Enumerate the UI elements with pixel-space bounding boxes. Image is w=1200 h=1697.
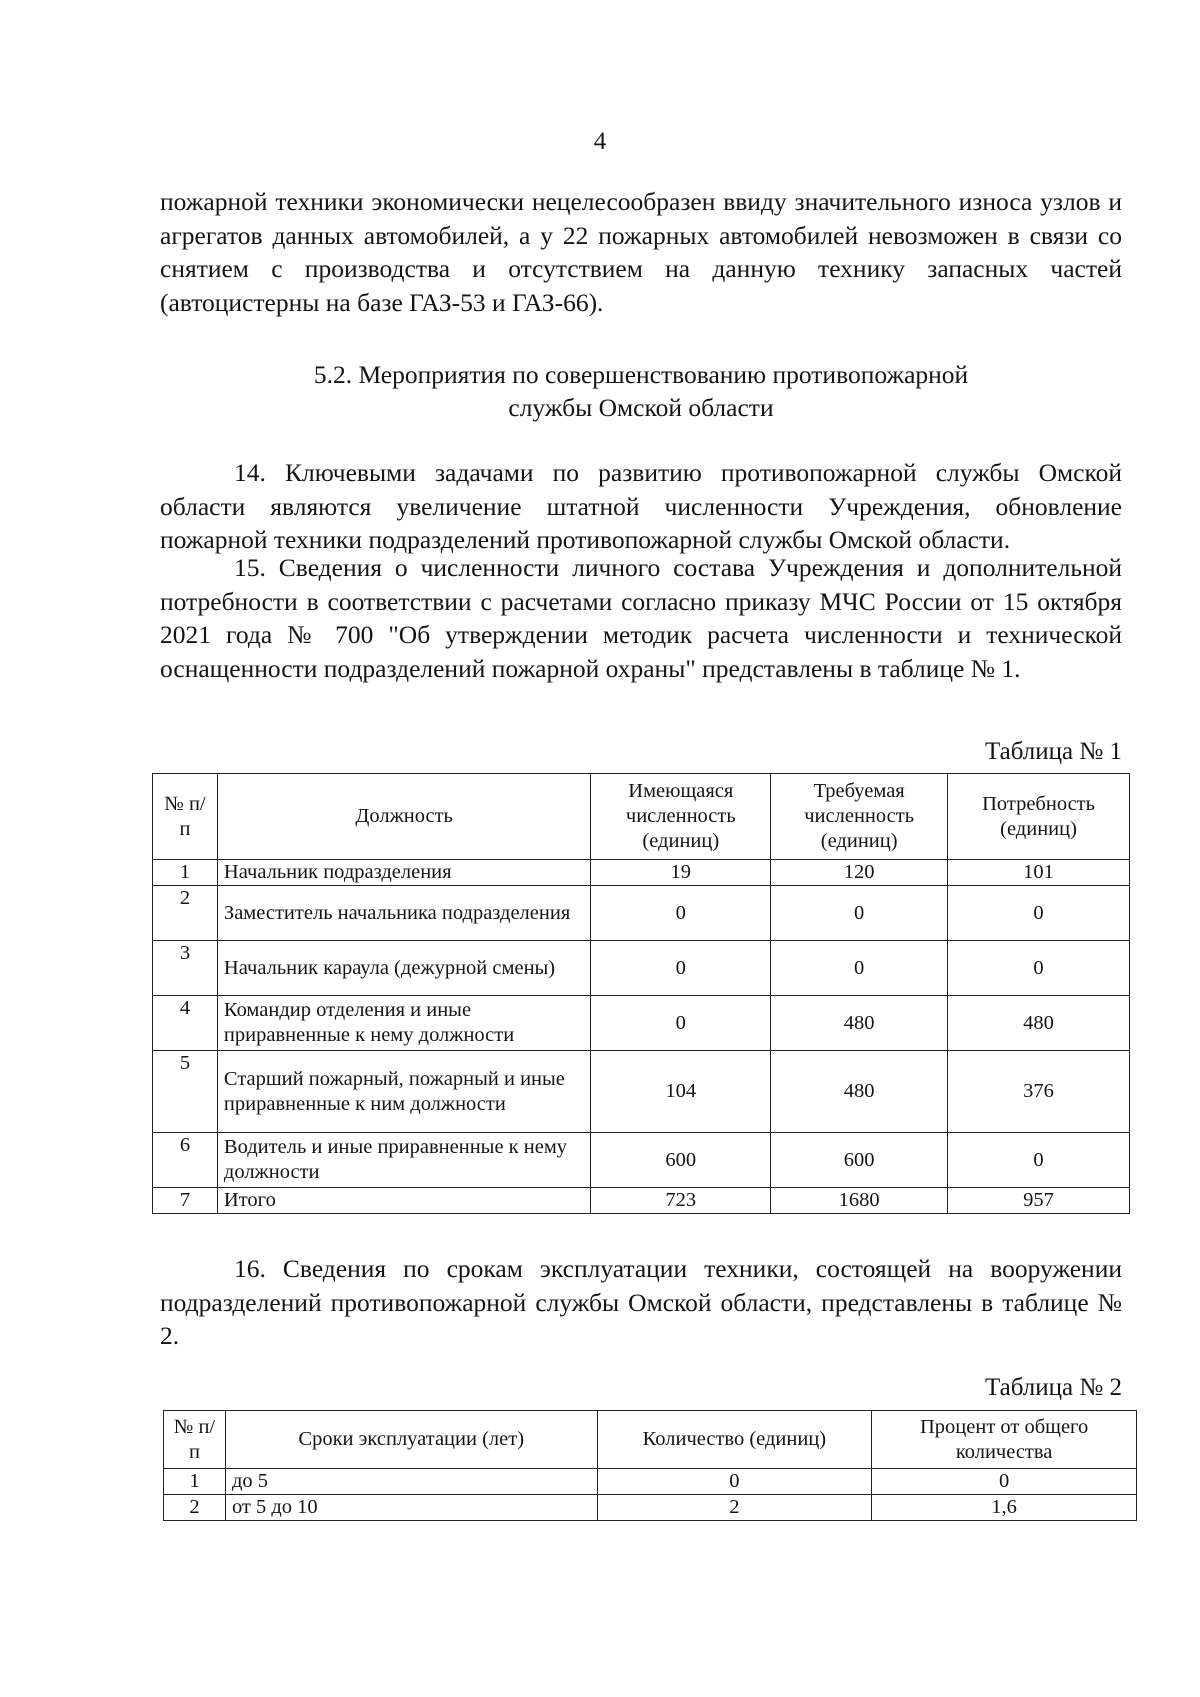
table-row — [153, 860, 1130, 886]
row-quantity: 0 — [597, 1469, 872, 1495]
row-position: Заместитель начальника подразделения — [217, 886, 590, 941]
row-need: 101 — [948, 860, 1130, 886]
row-percent: 0 — [872, 1469, 1137, 1495]
table-row — [164, 1495, 1137, 1521]
table-1-caption: Таблица № 1 — [984, 738, 1122, 765]
intro-paragraph: пожарной техники экономически нецелесообразен ввиду значительного износа узлов и агрегатов данных автомобилей, а у 22 пожарных автомобилей невозможен в связи со снятием с производства и отсутствием на данную технику запасных частей (автоцистерны на базе ГАЗ-53 и ГАЗ-66). — [160, 187, 1122, 317]
table-2-header-percent: Процент от общего количества — [872, 1411, 1137, 1469]
row-required: 0 — [771, 886, 948, 941]
row-position: Старший пожарный, пожарный и иные приравненные к ним должности — [217, 1051, 590, 1133]
section-heading — [160, 358, 1122, 424]
row-need: 376 — [948, 1051, 1130, 1133]
row-num: 3 — [153, 941, 218, 996]
table-2-header-num: № п/п — [164, 1411, 226, 1469]
page-number: 4 — [593, 128, 607, 155]
paragraph-15: 15. Сведения о численности личного состава Учреждения и дополнительной потребности в соответствии с расчетами согласно приказу МЧС России от 15 октября 2021 года № 700 "Об утверждении методик расчета численности и технической оснащенности подразделений пожарной охраны" представлены в таблице № 1. — [160, 553, 1122, 683]
row-required: 480 — [771, 1051, 948, 1133]
row-required: 0 — [771, 941, 948, 996]
table-row-total — [153, 1188, 1130, 1214]
row-position: Командир отделения и иные приравненные к нему должности — [217, 996, 590, 1051]
row-num: 5 — [153, 1051, 218, 1133]
row-num: 7 — [153, 1188, 218, 1214]
table-1-header-available: Имеющаяся численность (единиц) — [591, 774, 771, 860]
row-required: 600 — [771, 1133, 948, 1188]
row-need: 957 — [948, 1188, 1130, 1214]
table-row — [153, 996, 1130, 1051]
row-required: 1680 — [771, 1188, 948, 1214]
row-num: 1 — [164, 1469, 226, 1495]
row-period: от 5 до 10 — [225, 1495, 597, 1521]
row-period: до 5 — [225, 1469, 597, 1495]
row-position: Начальник подразделения — [217, 860, 590, 886]
row-position: Водитель и иные приравненные к нему должности — [217, 1133, 590, 1188]
row-quantity: 2 — [597, 1495, 872, 1521]
table-1-header-num: № п/п — [153, 774, 218, 860]
row-available: 723 — [591, 1188, 771, 1214]
row-available: 600 — [591, 1133, 771, 1188]
row-num: 2 — [164, 1495, 226, 1521]
table-row — [153, 1051, 1130, 1133]
table-1 — [152, 773, 1130, 1214]
row-num: 2 — [153, 886, 218, 941]
row-need: 0 — [948, 941, 1130, 996]
row-available: 0 — [591, 941, 771, 996]
table-2-header-row — [164, 1411, 1137, 1469]
row-required: 120 — [771, 860, 948, 886]
section-heading-line-2: службы Омской области — [508, 393, 774, 422]
row-need: 0 — [948, 1133, 1130, 1188]
paragraph-14: 14. Ключевыми задачами по развитию противопожарной службы Омской области являются увеличение штатной численности Учреждения, обновление пожарной техники подразделений противопожарной службы Омской области. — [160, 458, 1122, 554]
row-position: Начальник караула (дежурной смены) — [217, 941, 590, 996]
section-heading-line-1: 5.2. Мероприятия по совершенствованию противопожарной — [313, 360, 969, 389]
row-required: 480 — [771, 996, 948, 1051]
table-1-header-position: Должность — [217, 774, 590, 860]
table-1-header-need: Потребность (единиц) — [948, 774, 1130, 860]
row-num: 1 — [153, 860, 218, 886]
table-2-caption: Таблица № 2 — [984, 1374, 1122, 1401]
row-percent: 1,6 — [872, 1495, 1137, 1521]
table-row — [164, 1469, 1137, 1495]
table-row — [153, 886, 1130, 941]
row-available: 0 — [591, 996, 771, 1051]
row-available: 104 — [591, 1051, 771, 1133]
table-1-header-required: Требуемая численность (единиц) — [771, 774, 948, 860]
table-1-header-row — [153, 774, 1130, 860]
row-need: 0 — [948, 886, 1130, 941]
row-position: Итого — [217, 1188, 590, 1214]
table-2-header-period: Сроки эксплуатации (лет) — [225, 1411, 597, 1469]
table-2 — [163, 1410, 1137, 1521]
row-available: 19 — [591, 860, 771, 886]
paragraph-16: 16. Сведения по срокам эксплуатации техники, состоящей на вооружении подразделений противопожарной службы Омской области, представлены в таблице № 2. — [160, 1254, 1122, 1350]
row-num: 4 — [153, 996, 218, 1051]
table-row — [153, 941, 1130, 996]
row-num: 6 — [153, 1133, 218, 1188]
table-2-header-quantity: Количество (единиц) — [597, 1411, 872, 1469]
row-need: 480 — [948, 996, 1130, 1051]
table-row — [153, 1133, 1130, 1188]
row-available: 0 — [591, 886, 771, 941]
